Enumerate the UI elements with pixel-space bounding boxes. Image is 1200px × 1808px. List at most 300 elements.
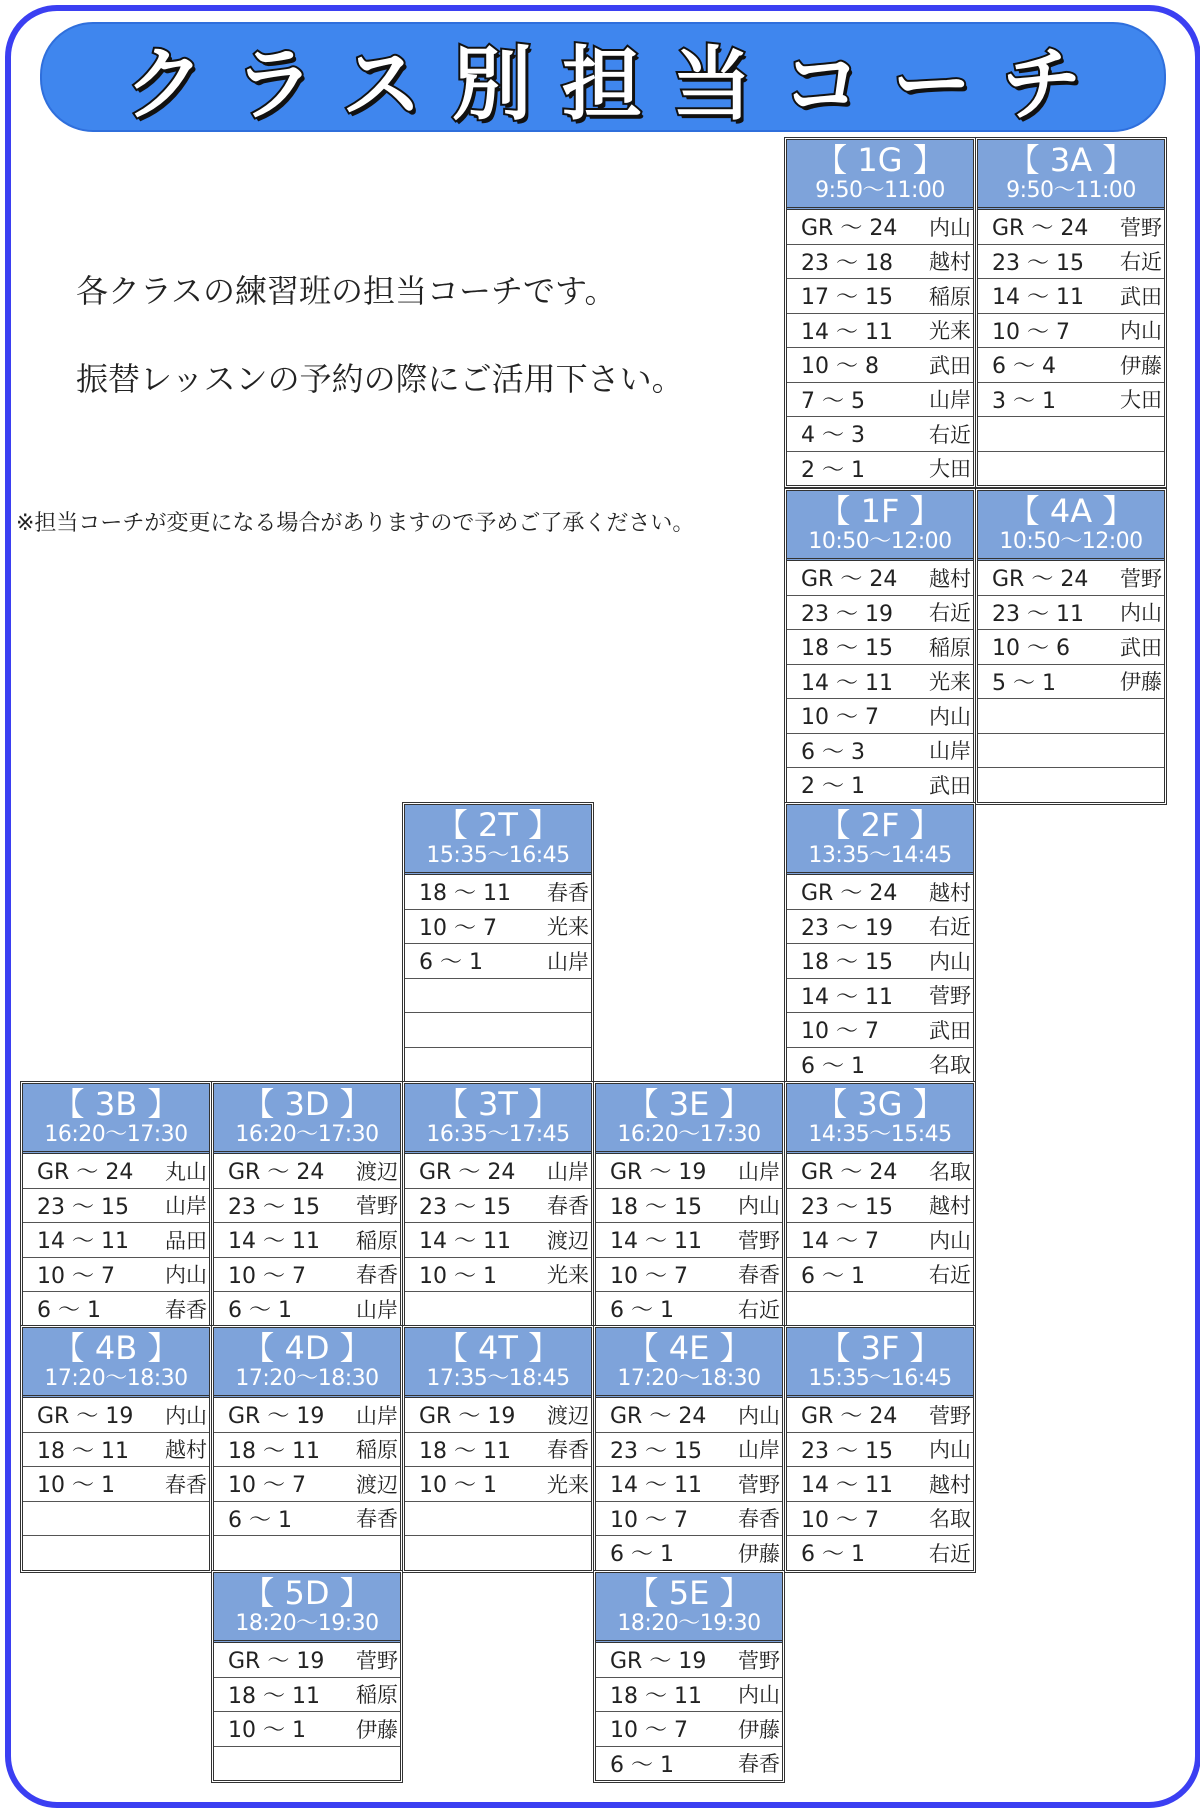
level-range: 7 〜 5 — [801, 388, 865, 414]
table-row — [787, 1467, 973, 1502]
coach-name: 越村 — [929, 566, 971, 591]
table-row — [405, 1398, 591, 1433]
class-time: 9:50〜11:00 — [815, 177, 945, 203]
level-range: 14 〜 11 — [610, 1473, 702, 1499]
coach-name: 菅野 — [929, 1403, 971, 1428]
coach-name: 越村 — [929, 250, 971, 275]
table-row — [596, 1536, 782, 1570]
table-row — [214, 1398, 400, 1433]
table-row — [596, 1467, 782, 1502]
table-row — [596, 1643, 782, 1678]
level-range: 10 〜 7 — [610, 1718, 688, 1744]
table-row — [214, 1433, 400, 1468]
class-table-4a — [975, 488, 1167, 805]
class-name: 【 3B 】 — [52, 1084, 180, 1123]
table-row — [23, 1502, 209, 1537]
table-row — [214, 1502, 400, 1537]
table-row — [787, 1154, 973, 1189]
table-row — [787, 699, 973, 734]
class-table-4b — [20, 1325, 212, 1573]
table-row — [405, 1048, 591, 1082]
table-row — [787, 383, 973, 418]
coach-name: 右近 — [738, 1297, 780, 1322]
class-table-4e — [593, 1325, 785, 1573]
coach-name: 武田 — [929, 773, 971, 798]
coach-name: 菅野 — [738, 1472, 780, 1497]
class-time: 18:20〜19:30 — [617, 1610, 761, 1636]
coach-name: 伊藤 — [356, 1717, 398, 1742]
class-name: 【 1G 】 — [815, 140, 945, 179]
table-row — [787, 910, 973, 945]
coach-name: 伊藤 — [1120, 353, 1162, 378]
level-range: GR 〜 24 — [801, 216, 898, 242]
coach-name: 名取 — [929, 1507, 971, 1532]
level-range: 10 〜 7 — [801, 705, 879, 731]
level-range: GR 〜 24 — [419, 1160, 516, 1186]
level-range: 23 〜 18 — [801, 250, 893, 276]
table-row — [978, 699, 1164, 734]
level-range: 10 〜 1 — [419, 1473, 497, 1499]
intro-line-2: 振替レッスンの予約の際にご活用下さい。 — [76, 360, 684, 398]
table-row — [978, 596, 1164, 631]
level-range: GR 〜 24 — [801, 1160, 898, 1186]
class-name: 【 2T 】 — [435, 805, 561, 844]
level-range: 23 〜 11 — [992, 601, 1084, 627]
class-name: 【 4B 】 — [52, 1328, 180, 1367]
level-range: 10 〜 6 — [992, 636, 1070, 662]
class-header — [596, 1084, 782, 1154]
level-range: 10 〜 1 — [37, 1473, 115, 1499]
level-range: 5 〜 1 — [992, 670, 1056, 696]
coach-name: 伊藤 — [1120, 670, 1162, 695]
class-table-5d — [211, 1570, 403, 1783]
class-name: 【 3F 】 — [818, 1328, 942, 1367]
table-row — [787, 734, 973, 769]
table-row — [405, 979, 591, 1014]
coach-name: 春香 — [356, 1507, 398, 1532]
level-range: 6 〜 1 — [801, 1542, 865, 1568]
level-range: 14 〜 11 — [228, 1229, 320, 1255]
coach-name: 大田 — [929, 457, 971, 482]
level-range: 6 〜 1 — [610, 1752, 674, 1778]
coach-name: 山岸 — [929, 388, 971, 413]
table-row — [214, 1536, 400, 1570]
level-range: 14 〜 11 — [610, 1229, 702, 1255]
level-range: 6 〜 1 — [228, 1298, 292, 1324]
page-title: クラス別担当コーチ — [124, 37, 1112, 131]
table-row — [214, 1292, 400, 1326]
level-range: 17 〜 15 — [801, 285, 893, 311]
class-header — [214, 1328, 400, 1398]
class-name: 【 4D 】 — [242, 1328, 372, 1367]
coach-name: 菅野 — [738, 1228, 780, 1253]
level-range: GR 〜 24 — [801, 1404, 898, 1430]
coach-name: 右近 — [929, 915, 971, 940]
table-row — [978, 348, 1164, 383]
class-table-3e — [593, 1081, 785, 1329]
coach-name: 右近 — [929, 1541, 971, 1566]
level-range: 6 〜 3 — [801, 739, 865, 765]
level-range: 6 〜 1 — [801, 1053, 865, 1079]
level-range: 6 〜 1 — [228, 1507, 292, 1533]
table-row — [978, 734, 1164, 769]
class-table-3f — [784, 1325, 976, 1573]
table-row — [787, 1258, 973, 1293]
level-range: 10 〜 7 — [419, 915, 497, 941]
class-header — [23, 1084, 209, 1154]
coach-name: 春香 — [547, 1438, 589, 1463]
table-row — [787, 279, 973, 314]
level-range: 2 〜 1 — [801, 457, 865, 483]
class-time: 13:35〜14:45 — [808, 842, 952, 868]
table-row — [405, 1536, 591, 1570]
level-range: 10 〜 7 — [228, 1263, 306, 1289]
class-name: 【 3D 】 — [242, 1084, 372, 1123]
coach-name: 渡辺 — [356, 1472, 398, 1497]
level-range: 18 〜 11 — [419, 881, 511, 907]
table-row — [596, 1433, 782, 1468]
coach-name: 山岸 — [929, 739, 971, 764]
level-range: 10 〜 7 — [992, 319, 1070, 345]
level-range: GR 〜 19 — [37, 1404, 134, 1430]
class-time: 16:35〜17:45 — [426, 1121, 570, 1147]
level-range: 14 〜 11 — [992, 285, 1084, 311]
class-time: 14:35〜15:45 — [808, 1121, 952, 1147]
class-time: 16:20〜17:30 — [617, 1121, 761, 1147]
level-range: 23 〜 19 — [801, 601, 893, 627]
coach-name: 山岸 — [738, 1438, 780, 1463]
class-name: 【 3G 】 — [815, 1084, 945, 1123]
level-range: 10 〜 7 — [610, 1507, 688, 1533]
coach-name: 伊藤 — [738, 1541, 780, 1566]
table-row — [23, 1258, 209, 1293]
table-row — [405, 944, 591, 979]
coach-name: 春香 — [165, 1472, 207, 1497]
level-range: 23 〜 15 — [228, 1194, 320, 1220]
coach-name: 内山 — [738, 1194, 780, 1219]
level-range: 18 〜 11 — [419, 1438, 511, 1464]
table-row — [405, 1433, 591, 1468]
table-row — [214, 1712, 400, 1747]
coach-name: 稲原 — [929, 284, 971, 309]
level-range: 23 〜 15 — [610, 1438, 702, 1464]
class-name: 【 4E 】 — [626, 1328, 752, 1367]
coach-name: 伊藤 — [738, 1717, 780, 1742]
level-range: 18 〜 11 — [610, 1683, 702, 1709]
class-name: 【 4T 】 — [435, 1328, 561, 1367]
table-row — [214, 1678, 400, 1713]
class-header — [596, 1328, 782, 1398]
coach-name: 内山 — [165, 1403, 207, 1428]
coach-name: 越村 — [929, 880, 971, 905]
coach-name: 大田 — [1120, 388, 1162, 413]
table-row — [405, 1292, 591, 1326]
class-table-5e — [593, 1570, 785, 1783]
level-range: 14 〜 11 — [37, 1229, 129, 1255]
table-row — [596, 1712, 782, 1747]
table-row — [978, 383, 1164, 418]
coach-name: 春香 — [738, 1263, 780, 1288]
table-row — [787, 1433, 973, 1468]
table-row — [787, 452, 973, 486]
coach-name: 山岸 — [165, 1194, 207, 1219]
table-row — [214, 1643, 400, 1678]
intro-line-1: 各クラスの練習班の担当コーチです。 — [76, 272, 617, 310]
class-name: 【 3E 】 — [626, 1084, 752, 1123]
table-row — [596, 1747, 782, 1781]
coach-name: 右近 — [929, 601, 971, 626]
level-range: 14 〜 11 — [801, 1473, 893, 1499]
coach-name: 春香 — [738, 1507, 780, 1532]
coach-name: 山岸 — [356, 1403, 398, 1428]
class-table-1g — [784, 137, 976, 488]
class-time: 16:20〜17:30 — [235, 1121, 379, 1147]
coach-name: 山岸 — [547, 949, 589, 974]
class-table-4d — [211, 1325, 403, 1573]
level-range: 23 〜 15 — [992, 250, 1084, 276]
table-row — [596, 1258, 782, 1293]
coach-name: 渡辺 — [547, 1228, 589, 1253]
coach-name: 菅野 — [929, 984, 971, 1009]
table-row — [978, 768, 1164, 802]
table-row — [23, 1467, 209, 1502]
coach-name: 稲原 — [356, 1228, 398, 1253]
coach-name: 丸山 — [165, 1159, 207, 1184]
class-header — [787, 140, 973, 210]
table-row — [787, 245, 973, 280]
level-range: 6 〜 1 — [610, 1298, 674, 1324]
level-range: 23 〜 15 — [801, 1438, 893, 1464]
level-range: 10 〜 8 — [801, 354, 879, 380]
table-row — [787, 1398, 973, 1433]
table-row — [214, 1258, 400, 1293]
level-range: GR 〜 24 — [37, 1160, 134, 1186]
table-row — [596, 1292, 782, 1326]
table-row — [23, 1154, 209, 1189]
table-row — [23, 1189, 209, 1224]
table-row — [787, 1223, 973, 1258]
table-row — [596, 1398, 782, 1433]
table-row — [787, 1292, 973, 1326]
table-row — [787, 768, 973, 802]
table-row — [787, 1536, 973, 1570]
level-range: 14 〜 7 — [801, 1229, 879, 1255]
coach-name: 菅野 — [738, 1648, 780, 1673]
coach-name: 内山 — [1120, 601, 1162, 626]
level-range: 23 〜 15 — [37, 1194, 129, 1220]
table-row — [405, 1013, 591, 1048]
coach-name: 越村 — [929, 1194, 971, 1219]
level-range: 18 〜 15 — [801, 636, 893, 662]
table-row — [978, 210, 1164, 245]
table-row — [787, 314, 973, 349]
level-range: 10 〜 7 — [228, 1473, 306, 1499]
coach-name: 内山 — [929, 704, 971, 729]
table-row — [787, 348, 973, 383]
coach-name: 山岸 — [547, 1159, 589, 1184]
class-name: 【 1F 】 — [818, 491, 942, 530]
table-row — [405, 910, 591, 945]
class-table-4t — [402, 1325, 594, 1573]
level-range: 3 〜 1 — [992, 388, 1056, 414]
coach-name: 名取 — [929, 1053, 971, 1078]
coach-name: 内山 — [738, 1403, 780, 1428]
table-row — [405, 1154, 591, 1189]
coach-name: 春香 — [547, 1194, 589, 1219]
table-row — [23, 1433, 209, 1468]
table-row — [596, 1189, 782, 1224]
coach-name: 内山 — [929, 215, 971, 240]
coach-name: 右近 — [929, 1263, 971, 1288]
coach-name: 菅野 — [1120, 215, 1162, 240]
table-row — [787, 1048, 973, 1082]
class-table-3b — [20, 1081, 212, 1329]
coach-name: 菅野 — [356, 1648, 398, 1673]
coach-name: 武田 — [1120, 635, 1162, 660]
coach-name: 光来 — [547, 1263, 589, 1288]
table-row — [214, 1223, 400, 1258]
level-range: GR 〜 19 — [419, 1404, 516, 1430]
level-range: 6 〜 1 — [801, 1263, 865, 1289]
table-row — [787, 630, 973, 665]
coach-name: 内山 — [929, 1228, 971, 1253]
table-row — [787, 1189, 973, 1224]
coach-name: 春香 — [547, 880, 589, 905]
coach-name: 光来 — [547, 1472, 589, 1497]
coach-name: 光来 — [547, 915, 589, 940]
level-range: GR 〜 24 — [228, 1160, 325, 1186]
class-name: 【 4A 】 — [1007, 491, 1135, 530]
level-range: 18 〜 15 — [610, 1194, 702, 1220]
table-row — [787, 596, 973, 631]
coach-name: 内山 — [165, 1263, 207, 1288]
class-time: 10:50〜12:00 — [999, 528, 1143, 554]
coach-name: 内山 — [929, 1438, 971, 1463]
coach-name: 山岸 — [738, 1159, 780, 1184]
class-time: 17:35〜18:45 — [426, 1365, 570, 1391]
table-row — [405, 1258, 591, 1293]
class-name: 【 2F 】 — [818, 805, 942, 844]
table-row — [787, 210, 973, 245]
class-header — [787, 1084, 973, 1154]
table-row — [23, 1398, 209, 1433]
level-range: GR 〜 19 — [610, 1649, 707, 1675]
level-range: GR 〜 19 — [228, 1404, 325, 1430]
coach-name: 山岸 — [356, 1297, 398, 1322]
level-range: GR 〜 24 — [801, 881, 898, 907]
title-banner — [40, 22, 1166, 132]
class-time: 17:20〜18:30 — [617, 1365, 761, 1391]
class-header — [405, 805, 591, 875]
coach-name: 稲原 — [356, 1683, 398, 1708]
coach-name: 光来 — [929, 670, 971, 695]
class-time: 17:20〜18:30 — [235, 1365, 379, 1391]
coach-name: 内山 — [1120, 319, 1162, 344]
level-range: 10 〜 7 — [37, 1263, 115, 1289]
table-row — [596, 1154, 782, 1189]
level-range: 2 〜 1 — [801, 774, 865, 800]
table-row — [787, 979, 973, 1014]
coach-name: 菅野 — [1120, 566, 1162, 591]
level-range: 18 〜 15 — [801, 950, 893, 976]
coach-name: 稲原 — [356, 1438, 398, 1463]
coach-name: 菅野 — [356, 1194, 398, 1219]
class-name: 【 3T 】 — [435, 1084, 561, 1123]
level-range: 10 〜 1 — [228, 1718, 306, 1744]
class-table-2f — [784, 802, 976, 1084]
level-range: 6 〜 1 — [610, 1542, 674, 1568]
class-table-1f — [784, 488, 976, 805]
table-row — [978, 279, 1164, 314]
class-header — [405, 1328, 591, 1398]
level-range: GR 〜 24 — [992, 567, 1089, 593]
class-time: 16:20〜17:30 — [44, 1121, 188, 1147]
table-row — [405, 1223, 591, 1258]
coach-name: 渡辺 — [547, 1403, 589, 1428]
table-row — [978, 245, 1164, 280]
notice-text: ※担当コーチが変更になる場合がありますので予めご了承ください。 — [16, 511, 695, 536]
level-range: 10 〜 1 — [419, 1263, 497, 1289]
coach-name: 右近 — [929, 422, 971, 447]
table-row — [787, 1013, 973, 1048]
class-header — [405, 1084, 591, 1154]
class-time: 17:20〜18:30 — [44, 1365, 188, 1391]
table-row — [214, 1189, 400, 1224]
table-row — [787, 417, 973, 452]
coach-name: 武田 — [929, 1018, 971, 1043]
class-header — [23, 1328, 209, 1398]
level-range: 14 〜 11 — [801, 670, 893, 696]
level-range: 18 〜 11 — [228, 1683, 320, 1709]
coach-name: 品田 — [165, 1228, 207, 1253]
coach-name: 春香 — [738, 1752, 780, 1777]
level-range: 6 〜 1 — [37, 1298, 101, 1324]
level-range: 23 〜 15 — [419, 1194, 511, 1220]
class-table-3d — [211, 1081, 403, 1329]
table-row — [23, 1223, 209, 1258]
level-range: GR 〜 24 — [801, 567, 898, 593]
coach-name: 右近 — [1120, 250, 1162, 275]
table-row — [596, 1223, 782, 1258]
class-header — [596, 1573, 782, 1643]
class-name: 【 5E 】 — [626, 1573, 752, 1612]
level-range: 4 〜 3 — [801, 423, 865, 449]
level-range: GR 〜 24 — [610, 1404, 707, 1430]
class-time: 10:50〜12:00 — [808, 528, 952, 554]
table-row — [596, 1502, 782, 1537]
level-range: 23 〜 15 — [801, 1194, 893, 1220]
level-range: 14 〜 11 — [801, 984, 893, 1010]
level-range: 10 〜 7 — [610, 1263, 688, 1289]
coach-name: 名取 — [929, 1159, 971, 1184]
coach-name: 春香 — [356, 1263, 398, 1288]
class-header — [978, 491, 1164, 561]
class-time: 18:20〜19:30 — [235, 1610, 379, 1636]
table-row — [787, 875, 973, 910]
table-row — [214, 1154, 400, 1189]
table-row — [405, 1502, 591, 1537]
class-table-3g — [784, 1081, 976, 1329]
level-range: GR 〜 19 — [228, 1649, 325, 1675]
table-row — [405, 875, 591, 910]
class-header — [978, 140, 1164, 210]
level-range: 6 〜 4 — [992, 354, 1056, 380]
table-row — [596, 1678, 782, 1713]
coach-name: 越村 — [165, 1438, 207, 1463]
table-row — [23, 1292, 209, 1326]
table-row — [978, 452, 1164, 486]
class-table-3t — [402, 1081, 594, 1329]
